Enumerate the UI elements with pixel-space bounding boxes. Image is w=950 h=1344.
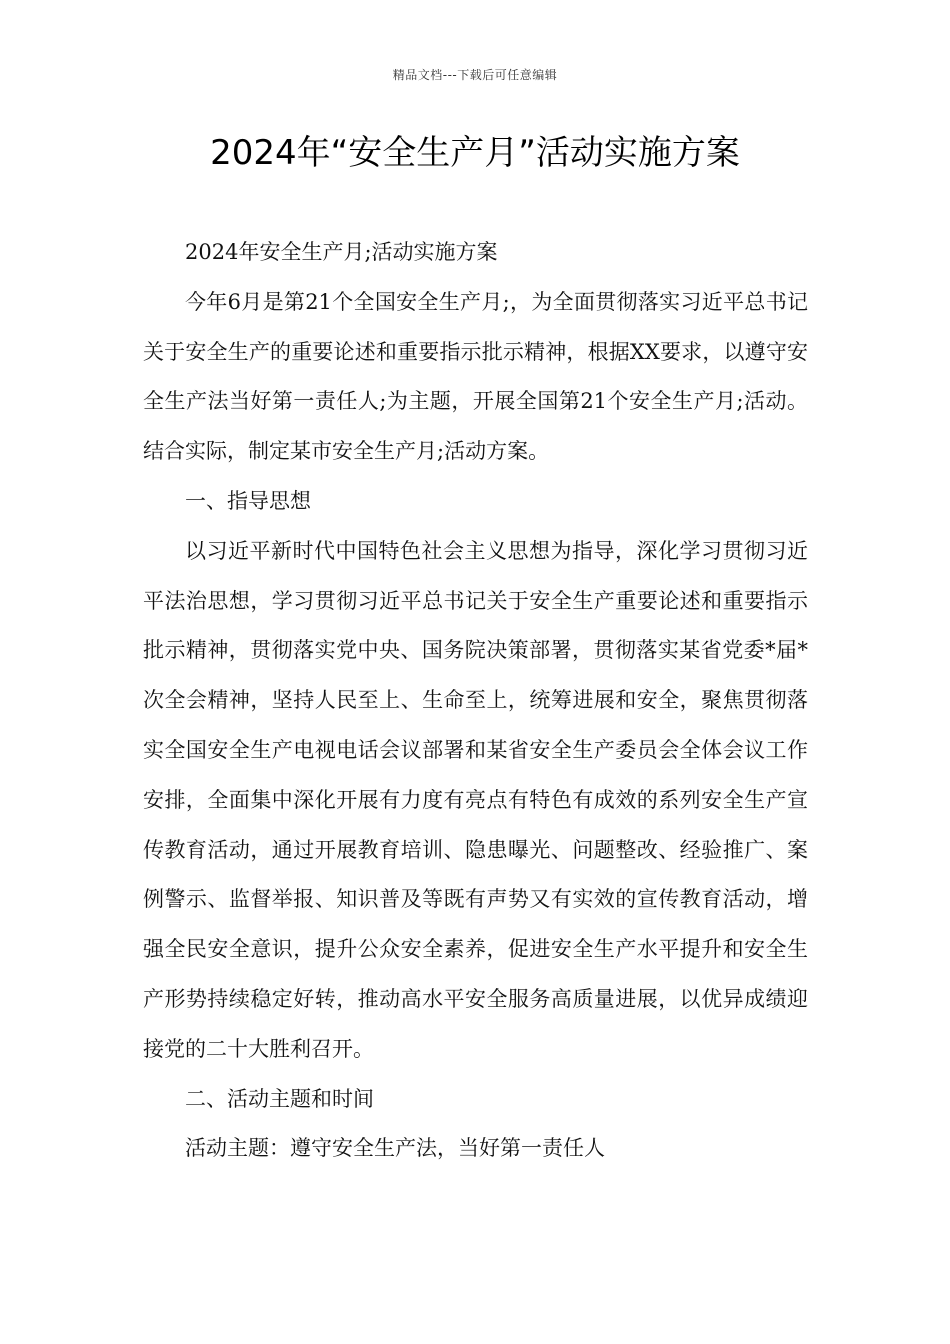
document-body [143,228,808,1174]
document-title: 2024年“安全生产月”活动实施方案 [210,133,740,173]
paragraph-subtitle: 2024年安全生产月;活动实施方案 [185,240,498,264]
paragraph-activity-theme: 活动主题：遵守安全生产法，当好第一责任人 [185,1136,605,1161]
header-note: 精品文档---下载后可任意编辑 [392,68,558,82]
paragraph-intro: 今年6月是第21个全国安全生产月;，为全面贯彻落实习近平总书记关于安全生产的重要论述和重要指示批示精神，根据XX要求，以遵守安全生产法当好第一责任人;为主题，开展全国第21个安全生产月;活动。结合实际，制定某市安全生产月;活动方案。 [143,289,808,464]
paragraph-guiding-ideology: 以习近平新时代中国特色社会主义思想为指导，深化学习贯彻习近平法治思想，学习贯彻习近平总书记关于安全生产重要论述和重要指示批示精神，贯彻落实党中央、国务院决策部署，贯彻落实某省党委*届*次全会精神，坚持人民至上、生命至上，统筹进展和安全，聚焦贯彻落实全国安全生产电视电话会议部署和某省安全生产委员会全体会议工作安排，全面集中深化开展有力度有亮点有特色有成效的系列安全生产宣传教育活动，通过开展教育培训、隐患曝光、问题整改、经验推广、案例警示、监督举报、知识普及等既有声势又有实效的宣传教育活动，增强全民安全意识，提升公众安全素养，促进安全生产水平提升和安全生产形势持续稳定好转，推动高水平安全服务高质量进展，以优异成绩迎接党的二十大胜利召开。 [143,538,808,1061]
section-heading-theme-and-time: 二、活动主题和时间 [185,1086,374,1111]
section-heading-guiding-ideology: 一、指导思想 [185,488,311,513]
